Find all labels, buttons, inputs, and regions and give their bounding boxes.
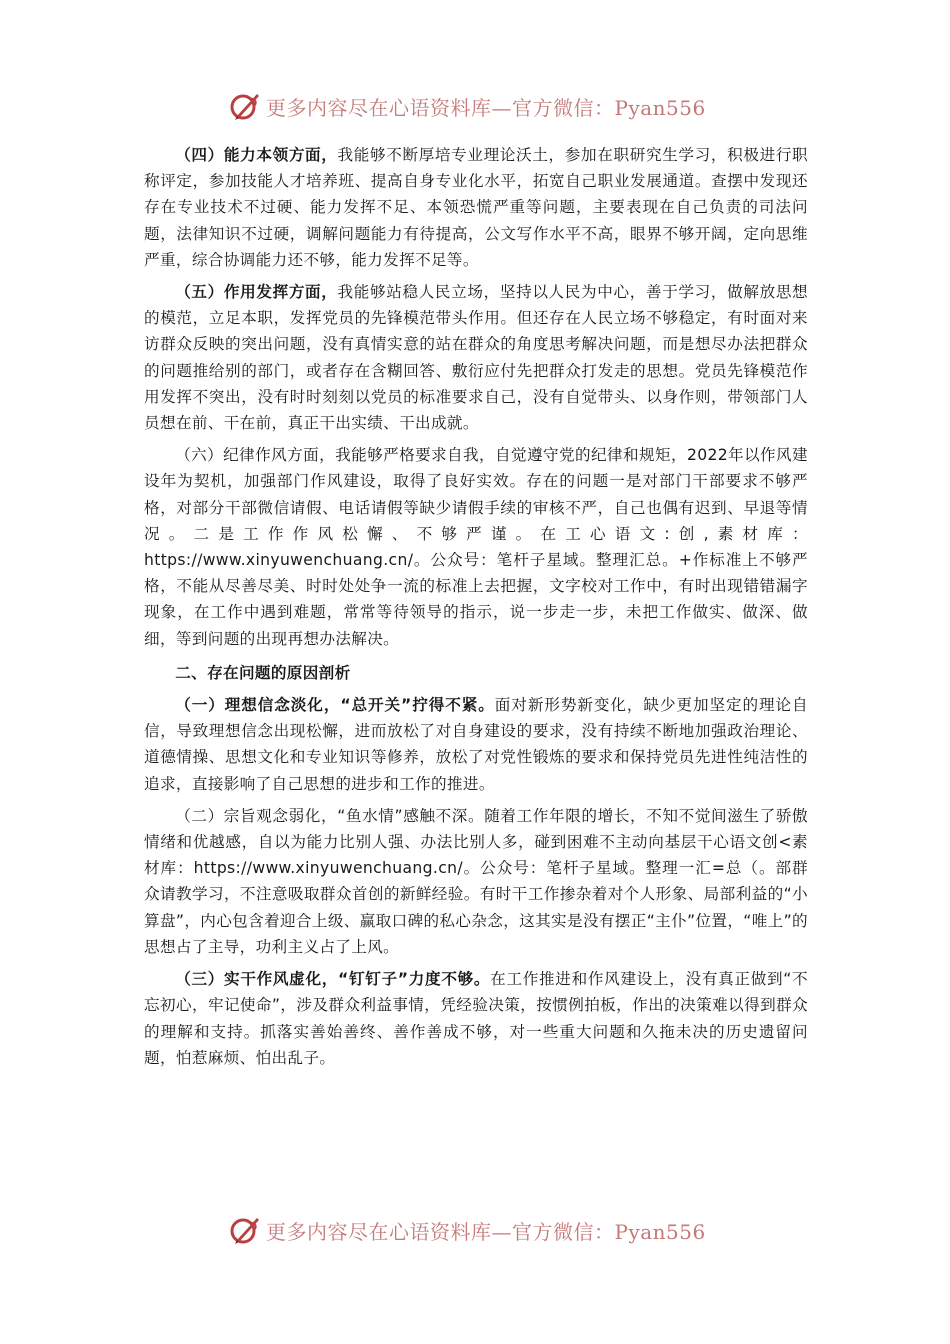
paragraph-purpose [144,803,808,960]
section-heading-text: 二、存在问题的原因剖析 [175,663,351,682]
paragraph-lead: （四）能力本领方面， [175,146,338,164]
document-body [144,142,808,1071]
paragraph-text: 在工作推进和作风建设上，没有真正做到“不忘初心，牢记使命”，涉及群众利益事情，凭经验决策，按惯例拍板，作出的决策难以得到群众的理解和支持。抓落实善始善终、善作善成不够，对一些重大问题和久拖未决的历史遗留问题，怕惹麻烦、怕出乱子。 [144,970,808,1067]
paragraph-text: 我能够不断厚培专业理论沃土，参加在职研究生学习，积极进行职称评定，参加技能人才培养班、提高自身专业化水平，拓宽自己职业发展通道。查摆中发现还存在专业技术不过硬、能力发挥不足、本领恐慌严重等问题，主要表现在自己负责的司法问题，法律知识不过硬，调解问题能力有待提高，公文写作水平不高，眼界不够开阔，定向思维严重，综合协调能力还不够，能力发挥不足等。 [144,146,808,269]
footer-banner [228,1210,706,1250]
banner-text: 更多内容尽在心语资料库—官方微信：Pyan556 [266,1219,706,1244]
paragraph-lead: （三）实干作风虚化，“钉钉子”力度不够。 [175,970,491,989]
paragraph-text: （六）纪律作风方面，我能够严格要求自我，自觉遵守党的纪律和规矩，2022年以作风建设年为契机，加强部门作风建设，取得了良好实效。存在的问题一是对部门干部要求不够严格，对部分干部微信请假、电话请假等缺少请假手续的审核不严，自己也偶有迟到、早退等情况。二是工作作风松懈、不够严谨。在工心语文:创,素材库：https://www.xinyuwenchuang.cn/。公众号：笔杆子星域。整理汇总。+作标准上不够严格，不能从尽善尽美、时时处处争一流的标准上去把握，文字校对工作中，有时出现错错漏字现象，在工作中遇到难题，常常等待领导的指示，说一步走一步，未把工作做实、做深、做细，等到问题的出现再想办法解决。 [144,446,808,648]
paragraph-style [144,966,808,1071]
header-banner [228,86,706,126]
paragraph-discipline [144,442,808,652]
paragraph-belief [144,692,808,797]
paragraph-lead: （一）理想信念淡化，“总开关”拧得不紧。 [175,696,495,715]
pen-logo-icon [228,1213,262,1247]
paragraph-lead: （五）作用发挥方面， [175,283,338,302]
banner-text: 更多内容尽在心语资料库—官方微信：Pyan556 [266,95,706,120]
paragraph-text: 我能够站稳人民立场，坚持以人民为中心，善于学习，做解放思想的模范，立足本职，发挥党员的先锋模范带头作用。但还存在人民立场不够稳定，有时面对来访群众反映的突出问题，没有真情实意的站在群众的角度思考解决问题，而是想尽办法把群众的问题推给别的部门，或者存在含糊回答、敷衍应付先把群众打发走的思想。党员先锋模范作用发挥不突出，没有时时刻刻以党员的标准要求自己，没有自觉带头、以身作则，带领部门人员想在前、干在前，真正干出实绩、干出成就。 [144,283,808,433]
section-heading [144,660,808,686]
paragraph-text: 面对新形势新变化，缺少更加坚定的理论自信，导致理想信念出现松懈，进而放松了对自身建设的要求，没有持续不断地加强政治理论、道德情操、思想文化和专业知识等修养，放松了对党性锻炼的要求和保持党员先进性纯洁性的追求，直接影响了自己思想的进步和工作的推进。 [144,696,809,793]
paragraph-role [144,279,808,436]
pen-logo-icon [228,89,262,123]
paragraph-text: （二）宗旨观念弱化，“鱼水情”感触不深。随着工作年限的增长，不知不觉间滋生了骄傲情绪和优越感，自以为能力比别人强、办法比别人多，碰到困难不主动向基层干心语文创<素材库：https://www.xinyuwenchuang.cn/。公众号：笔杆子星域。整理一汇=总（。部群众请教学习，不注意吸取群众首创的新鲜经验。有时干工作掺杂着对个人形象、局部利益的“小算盘”，内心包含着迎合上级、赢取口碑的私心杂念，这其实是没有摆正“主仆”位置，“唯上”的思想占了主导，功利主义占了上风。 [144,806,808,956]
paragraph-ability [144,142,808,273]
